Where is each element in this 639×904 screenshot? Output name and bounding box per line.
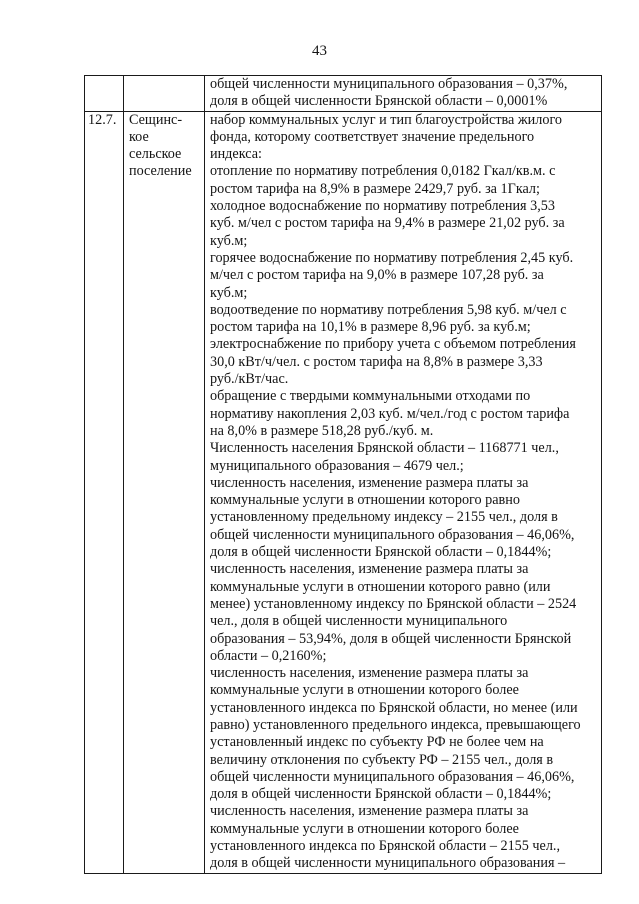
municipality-name-cell [124,111,205,873]
table-cell-name-empty [124,76,205,112]
municipality-name-line: кое [129,128,149,145]
text-line: муниципального образования – 4679 чел.; [210,457,464,474]
text-line: ростом тарифа на 8,9% в размере 2429,7 руб. за 1Гкал; [210,180,540,197]
text-line: установленный индекс по субъекту РФ не более чем на [210,734,544,751]
table-cell-number-empty [85,76,124,112]
text-line: доля в общей численности Брянской области – 0,0001% [210,93,548,110]
text-line: на 8,0% в размере 518,28 руб./куб. м. [210,422,434,439]
text-line: численность населения, изменение размера платы за [210,474,529,491]
row-number: 12.7. [88,111,117,128]
text-line: численность населения, изменение размера платы за [210,561,529,578]
text-line: коммунальные услуги в отношении которого более [210,682,519,699]
text-line: коммунальные услуги в отношении которого равно [210,492,520,509]
text-line: установленного индекса по Брянской области – 2155 чел., [210,838,561,855]
text-line: области – 0,2160%; [210,647,327,664]
table-cell-text-continued [205,76,602,112]
text-line: коммунальные услуги в отношении которого более [210,820,519,837]
document-table [84,75,602,874]
text-line: менее) установленному индексу по Брянской области – 2524 [210,595,577,612]
municipality-name-line: сельское [129,146,182,163]
text-line: куб.м; [210,232,248,249]
text-line: 30,0 кВт/ч/чел. с ростом тарифа на 8,8% в размере 3,33 [210,353,543,370]
text-line: водоотведение по нормативу потребления 5,98 куб. м/чел с [210,301,567,318]
text-line: фонда, которому соответствует значение предельного [210,128,535,145]
text-line: электроснабжение по прибору учета с объемом потребления [210,336,576,353]
municipality-name-line: поселение [129,163,192,180]
text-line: чел., доля в общей численности муниципального [210,613,508,630]
text-line: общей численности муниципального образования – 0,37%, [210,76,568,92]
text-line: куб. м/чел с ростом тарифа на 9,4% в размере 21,02 руб. за [210,215,565,232]
table-row [85,76,602,112]
row-number-cell [85,111,124,873]
text-line: обращение с твердыми коммунальными отходами по [210,388,531,405]
text-line: установленного индекса по Брянской области, но менее (или [210,699,578,716]
text-line: численность населения, изменение размера платы за [210,803,529,820]
text-line: руб./кВт/час. [210,371,289,388]
text-line: холодное водоснабжение по нормативу потребления 3,53 [210,198,555,215]
text-line: общей численности муниципального образования – 46,06%, [210,768,575,785]
municipality-name-line: Сещинс- [129,111,183,128]
text-line: индекса: [210,146,262,163]
text-line: образования – 53,94%, доля в общей численности Брянской [210,630,572,647]
text-line: величину отклонения по субъекту РФ – 2155 чел., доля в [210,751,554,768]
text-line: нормативу накопления 2,03 куб. м/чел./год с ростом тарифа [210,405,570,422]
text-line: равно) установленного предельного индекса, превышающего [210,716,581,733]
text-line: доля в общей численности Брянской области – 0,1844%; [210,544,552,561]
page-number: 43 [312,43,327,59]
text-line: Численность населения Брянской области – 1168771 чел., [210,440,559,457]
text-line: доля в общей численности муниципального образования – [210,855,566,872]
text-line: м/чел с ростом тарифа на 9,0% в размере 107,28 руб. за [210,267,544,284]
text-line: горячее водоснабжение по нормативу потребления 2,45 куб. [210,249,574,266]
text-line: отопление по нормативу потребления 0,0182 Гкал/кв.м. с [210,163,556,180]
table-row [85,111,602,873]
text-line: численность населения, изменение размера платы за [210,665,529,682]
text-line: доля в общей численности Брянской области – 0,1844%; [210,786,552,803]
description-cell [205,111,602,873]
text-line: общей численности муниципального образования – 46,06%, [210,526,575,543]
text-line: коммунальные услуги в отношении которого равно (или [210,578,551,595]
text-line: куб.м; [210,284,248,301]
text-line: установленному предельному индексу – 2155 чел., доля в [210,509,558,526]
text-line: ростом тарифа на 10,1% в размере 8,96 руб. за куб.м; [210,319,531,336]
text-line: набор коммунальных услуг и тип благоустройства жилого [210,111,563,128]
